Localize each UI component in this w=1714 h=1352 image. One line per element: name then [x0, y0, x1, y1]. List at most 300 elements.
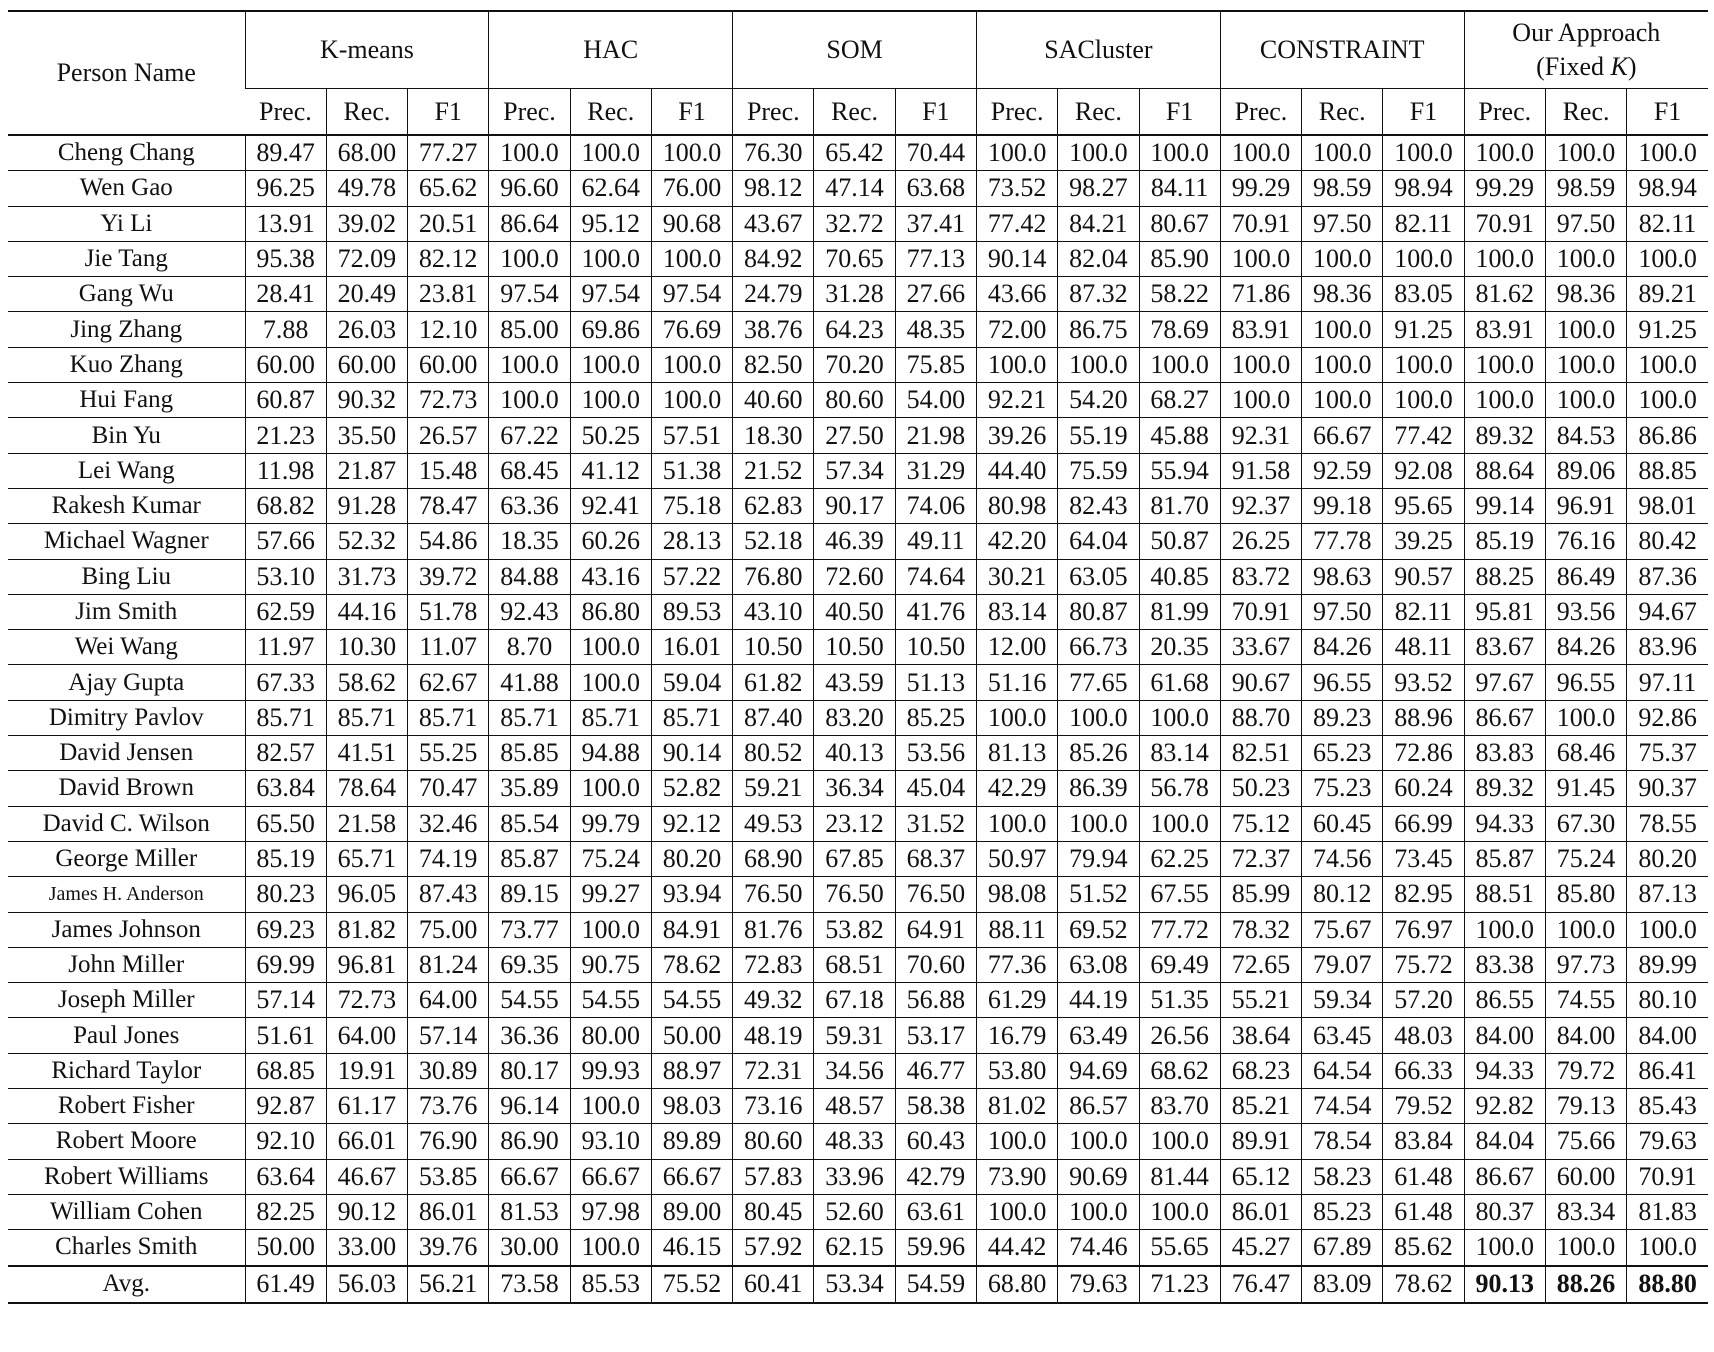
average-value-cell: 71.23 — [1139, 1266, 1220, 1303]
value-cell: 96.25 — [245, 171, 326, 206]
value-cell: 89.15 — [489, 877, 570, 912]
value-cell: 12.00 — [976, 630, 1057, 665]
value-cell: 100.0 — [1545, 912, 1626, 947]
value-cell: 66.99 — [1383, 806, 1464, 841]
value-cell: 100.0 — [1627, 383, 1708, 418]
value-cell: 45.88 — [1139, 418, 1220, 453]
value-cell: 86.41 — [1627, 1053, 1708, 1088]
value-cell: 72.09 — [326, 241, 407, 276]
value-cell: 80.20 — [651, 841, 732, 876]
value-cell: 100.0 — [489, 241, 570, 276]
value-cell: 21.87 — [326, 453, 407, 488]
value-cell: 81.76 — [733, 912, 814, 947]
value-cell: 77.36 — [976, 947, 1057, 982]
value-cell: 42.29 — [976, 771, 1057, 806]
value-cell: 78.54 — [1302, 1124, 1383, 1159]
value-cell: 84.11 — [1139, 171, 1220, 206]
value-cell: 70.91 — [1464, 206, 1545, 241]
table-row — [8, 877, 1708, 912]
value-cell: 76.50 — [895, 877, 976, 912]
value-cell: 86.80 — [570, 594, 651, 629]
value-cell: 99.29 — [1220, 171, 1301, 206]
table-row — [8, 1053, 1708, 1088]
value-cell: 77.42 — [1383, 418, 1464, 453]
method-name: SACluster — [1044, 35, 1153, 64]
table-row — [8, 524, 1708, 559]
table-row — [8, 312, 1708, 347]
value-cell: 40.60 — [733, 383, 814, 418]
value-cell: 83.14 — [1139, 736, 1220, 771]
value-cell: 100.0 — [570, 1089, 651, 1124]
value-cell: 39.72 — [408, 559, 489, 594]
value-cell: 90.57 — [1383, 559, 1464, 594]
value-cell: 99.29 — [1464, 171, 1545, 206]
value-cell: 41.76 — [895, 594, 976, 629]
value-cell: 76.90 — [408, 1124, 489, 1159]
metric-header-rec: Rec. — [1302, 89, 1383, 136]
value-cell: 70.60 — [895, 947, 976, 982]
person-name-cell: John Miller — [8, 947, 245, 982]
value-cell: 21.23 — [245, 418, 326, 453]
value-cell: 97.50 — [1302, 206, 1383, 241]
value-cell: 89.91 — [1220, 1124, 1301, 1159]
value-cell: 84.26 — [1545, 630, 1626, 665]
value-cell: 100.0 — [1058, 806, 1139, 841]
value-cell: 80.17 — [489, 1053, 570, 1088]
value-cell: 61.48 — [1383, 1159, 1464, 1194]
value-cell: 85.23 — [1302, 1194, 1383, 1229]
value-cell: 100.0 — [1058, 347, 1139, 382]
value-cell: 100.0 — [1545, 347, 1626, 382]
value-cell: 100.0 — [1302, 241, 1383, 276]
value-cell: 54.20 — [1058, 383, 1139, 418]
value-cell: 32.46 — [408, 806, 489, 841]
person-name-cell: Gang Wu — [8, 277, 245, 312]
value-cell: 76.00 — [651, 171, 732, 206]
value-cell: 81.53 — [489, 1194, 570, 1229]
value-cell: 33.96 — [814, 1159, 895, 1194]
value-cell: 64.00 — [408, 983, 489, 1018]
value-cell: 85.71 — [489, 700, 570, 735]
person-name-cell: Robert Fisher — [8, 1089, 245, 1124]
value-cell: 41.88 — [489, 665, 570, 700]
value-cell: 23.81 — [408, 277, 489, 312]
value-cell: 57.66 — [245, 524, 326, 559]
metric-header-rec: Rec. — [1058, 89, 1139, 136]
value-cell: 79.07 — [1302, 947, 1383, 982]
value-cell: 87.40 — [733, 700, 814, 735]
value-cell: 100.0 — [1464, 912, 1545, 947]
table-row — [8, 1089, 1708, 1124]
value-cell: 91.58 — [1220, 453, 1301, 488]
value-cell: 68.85 — [245, 1053, 326, 1088]
value-cell: 52.18 — [733, 524, 814, 559]
value-cell: 80.52 — [733, 736, 814, 771]
value-cell: 60.43 — [895, 1124, 976, 1159]
value-cell: 100.0 — [1464, 1230, 1545, 1266]
value-cell: 88.70 — [1220, 700, 1301, 735]
table-row — [8, 171, 1708, 206]
value-cell: 92.12 — [651, 806, 732, 841]
value-cell: 98.94 — [1627, 171, 1708, 206]
value-cell: 66.67 — [651, 1159, 732, 1194]
table-row — [8, 630, 1708, 665]
value-cell: 95.12 — [570, 206, 651, 241]
value-cell: 66.01 — [326, 1124, 407, 1159]
value-cell: 61.48 — [1383, 1194, 1464, 1229]
method-name: K-means — [319, 35, 414, 64]
value-cell: 61.68 — [1139, 665, 1220, 700]
value-cell: 99.93 — [570, 1053, 651, 1088]
value-cell: 69.52 — [1058, 912, 1139, 947]
value-cell: 100.0 — [1627, 241, 1708, 276]
method-name: SOM — [826, 35, 883, 64]
value-cell: 70.65 — [814, 241, 895, 276]
value-cell: 26.56 — [1139, 1018, 1220, 1053]
value-cell: 90.14 — [651, 736, 732, 771]
value-cell: 36.34 — [814, 771, 895, 806]
value-cell: 85.19 — [1464, 524, 1545, 559]
value-cell: 85.25 — [895, 700, 976, 735]
value-cell: 80.12 — [1302, 877, 1383, 912]
value-cell: 60.24 — [1383, 771, 1464, 806]
value-cell: 54.86 — [408, 524, 489, 559]
value-cell: 55.65 — [1139, 1230, 1220, 1266]
value-cell: 86.90 — [489, 1124, 570, 1159]
value-cell: 53.82 — [814, 912, 895, 947]
value-cell: 74.56 — [1302, 841, 1383, 876]
value-cell: 80.00 — [570, 1018, 651, 1053]
value-cell: 93.56 — [1545, 594, 1626, 629]
value-cell: 83.20 — [814, 700, 895, 735]
value-cell: 89.32 — [1464, 418, 1545, 453]
value-cell: 12.10 — [408, 312, 489, 347]
value-cell: 49.53 — [733, 806, 814, 841]
table-row — [8, 841, 1708, 876]
value-cell: 83.67 — [1464, 630, 1545, 665]
value-cell: 59.21 — [733, 771, 814, 806]
value-cell: 74.55 — [1545, 983, 1626, 1018]
value-cell: 57.92 — [733, 1230, 814, 1266]
table-row — [8, 736, 1708, 771]
value-cell: 43.16 — [570, 559, 651, 594]
metric-header-rec: Rec. — [326, 89, 407, 136]
value-cell: 100.0 — [1139, 806, 1220, 841]
value-cell: 48.11 — [1383, 630, 1464, 665]
value-cell: 39.76 — [408, 1230, 489, 1266]
value-cell: 76.80 — [733, 559, 814, 594]
value-cell: 33.67 — [1220, 630, 1301, 665]
value-cell: 18.30 — [733, 418, 814, 453]
value-cell: 98.03 — [651, 1089, 732, 1124]
value-cell: 89.47 — [245, 135, 326, 171]
value-cell: 53.85 — [408, 1159, 489, 1194]
value-cell: 100.0 — [1545, 135, 1626, 171]
value-cell: 59.96 — [895, 1230, 976, 1266]
value-cell: 45.27 — [1220, 1230, 1301, 1266]
value-cell: 85.71 — [651, 700, 732, 735]
value-cell: 100.0 — [976, 135, 1057, 171]
value-cell: 75.24 — [1545, 841, 1626, 876]
method-name: CONSTRAINT — [1259, 35, 1425, 64]
value-cell: 100.0 — [976, 700, 1057, 735]
value-cell: 19.91 — [326, 1053, 407, 1088]
value-cell: 100.0 — [1545, 312, 1626, 347]
table-row — [8, 700, 1708, 735]
value-cell: 62.25 — [1139, 841, 1220, 876]
value-cell: 86.75 — [1058, 312, 1139, 347]
value-cell: 80.23 — [245, 877, 326, 912]
value-cell: 74.19 — [408, 841, 489, 876]
value-cell: 98.63 — [1302, 559, 1383, 594]
value-cell: 57.14 — [408, 1018, 489, 1053]
value-cell: 92.86 — [1627, 700, 1708, 735]
value-cell: 63.68 — [895, 171, 976, 206]
value-cell: 31.29 — [895, 453, 976, 488]
value-cell: 90.14 — [976, 241, 1057, 276]
value-cell: 81.70 — [1139, 488, 1220, 523]
value-cell: 76.50 — [814, 877, 895, 912]
value-cell: 81.99 — [1139, 594, 1220, 629]
value-cell: 63.64 — [245, 1159, 326, 1194]
value-cell: 42.79 — [895, 1159, 976, 1194]
person-name-cell: David Brown — [8, 771, 245, 806]
value-cell: 79.63 — [1627, 1124, 1708, 1159]
value-cell: 20.51 — [408, 206, 489, 241]
value-cell: 59.31 — [814, 1018, 895, 1053]
value-cell: 90.12 — [326, 1194, 407, 1229]
value-cell: 88.11 — [976, 912, 1057, 947]
value-cell: 47.14 — [814, 171, 895, 206]
value-cell: 75.59 — [1058, 453, 1139, 488]
value-cell: 97.50 — [1545, 206, 1626, 241]
method-subtitle: (Fixed K) — [1536, 52, 1637, 81]
value-cell: 92.10 — [245, 1124, 326, 1159]
value-cell: 30.21 — [976, 559, 1057, 594]
value-cell: 88.96 — [1383, 700, 1464, 735]
value-cell: 80.20 — [1627, 841, 1708, 876]
value-cell: 94.88 — [570, 736, 651, 771]
value-cell: 51.38 — [651, 453, 732, 488]
value-cell: 100.0 — [1545, 700, 1626, 735]
value-cell: 100.0 — [1058, 1124, 1139, 1159]
value-cell: 84.92 — [733, 241, 814, 276]
value-cell: 80.60 — [733, 1124, 814, 1159]
table-row — [8, 665, 1708, 700]
value-cell: 81.83 — [1627, 1194, 1708, 1229]
value-cell: 92.59 — [1302, 453, 1383, 488]
value-cell: 86.86 — [1627, 418, 1708, 453]
average-value-cell: 61.49 — [245, 1266, 326, 1303]
value-cell: 10.30 — [326, 630, 407, 665]
value-cell: 66.67 — [570, 1159, 651, 1194]
person-name-cell: Paul Jones — [8, 1018, 245, 1053]
value-cell: 86.57 — [1058, 1089, 1139, 1124]
value-cell: 64.00 — [326, 1018, 407, 1053]
value-cell: 90.69 — [1058, 1159, 1139, 1194]
person-name-cell: James Johnson — [8, 912, 245, 947]
value-cell: 96.60 — [489, 171, 570, 206]
value-cell: 100.0 — [651, 135, 732, 171]
value-cell: 89.53 — [651, 594, 732, 629]
value-cell: 70.47 — [408, 771, 489, 806]
value-cell: 77.78 — [1302, 524, 1383, 559]
value-cell: 65.62 — [408, 171, 489, 206]
value-cell: 72.31 — [733, 1053, 814, 1088]
value-cell: 74.46 — [1058, 1230, 1139, 1266]
person-name-cell: Lei Wang — [8, 453, 245, 488]
table-row — [8, 277, 1708, 312]
method-header-som — [733, 11, 977, 89]
value-cell: 89.00 — [651, 1194, 732, 1229]
value-cell: 100.0 — [651, 383, 732, 418]
metric-header-rec: Rec. — [1545, 89, 1626, 136]
value-cell: 70.44 — [895, 135, 976, 171]
value-cell: 69.49 — [1139, 947, 1220, 982]
value-cell: 77.13 — [895, 241, 976, 276]
average-value-cell: 88.80 — [1627, 1266, 1708, 1303]
person-name-cell: Robert Williams — [8, 1159, 245, 1194]
value-cell: 75.66 — [1545, 1124, 1626, 1159]
value-cell: 58.22 — [1139, 277, 1220, 312]
value-cell: 55.94 — [1139, 453, 1220, 488]
value-cell: 10.50 — [814, 630, 895, 665]
value-cell: 85.71 — [326, 700, 407, 735]
value-cell: 72.73 — [326, 983, 407, 1018]
value-cell: 79.72 — [1545, 1053, 1626, 1088]
person-name-cell: George Miller — [8, 841, 245, 876]
value-cell: 72.83 — [733, 947, 814, 982]
value-cell: 53.17 — [895, 1018, 976, 1053]
table-row — [8, 947, 1708, 982]
value-cell: 63.61 — [895, 1194, 976, 1229]
value-cell: 98.12 — [733, 171, 814, 206]
value-cell: 20.35 — [1139, 630, 1220, 665]
value-cell: 100.0 — [570, 912, 651, 947]
table-row — [8, 983, 1708, 1018]
value-cell: 68.00 — [326, 135, 407, 171]
person-name-cell: Jing Zhang — [8, 312, 245, 347]
value-cell: 95.81 — [1464, 594, 1545, 629]
value-cell: 86.67 — [1464, 700, 1545, 735]
value-cell: 92.37 — [1220, 488, 1301, 523]
value-cell: 96.55 — [1302, 665, 1383, 700]
value-cell: 24.79 — [733, 277, 814, 312]
value-cell: 78.32 — [1220, 912, 1301, 947]
average-value-cell: 75.52 — [651, 1266, 732, 1303]
value-cell: 60.00 — [1545, 1159, 1626, 1194]
value-cell: 51.16 — [976, 665, 1057, 700]
value-cell: 98.01 — [1627, 488, 1708, 523]
value-cell: 67.22 — [489, 418, 570, 453]
value-cell: 48.33 — [814, 1124, 895, 1159]
value-cell: 98.08 — [976, 877, 1057, 912]
value-cell: 50.97 — [976, 841, 1057, 876]
value-cell: 100.0 — [570, 241, 651, 276]
value-cell: 69.99 — [245, 947, 326, 982]
table-row — [8, 488, 1708, 523]
value-cell: 92.82 — [1464, 1089, 1545, 1124]
value-cell: 65.50 — [245, 806, 326, 841]
value-cell: 74.64 — [895, 559, 976, 594]
value-cell: 75.37 — [1627, 736, 1708, 771]
person-name-cell: Cheng Chang — [57, 139, 195, 167]
value-cell: 100.0 — [1464, 241, 1545, 276]
value-cell: 46.77 — [895, 1053, 976, 1088]
value-cell: 100.0 — [976, 1194, 1057, 1229]
metric-header-prec: Prec. — [245, 89, 326, 136]
person-name-cell: Hui Fang — [8, 383, 245, 418]
value-cell: 40.50 — [814, 594, 895, 629]
value-cell: 88.51 — [1464, 877, 1545, 912]
value-cell: 43.66 — [976, 277, 1057, 312]
value-cell: 85.71 — [245, 700, 326, 735]
value-cell: 65.71 — [326, 841, 407, 876]
value-cell: 52.60 — [814, 1194, 895, 1229]
value-cell: 80.10 — [1627, 983, 1708, 1018]
average-value-cell: 73.58 — [489, 1266, 570, 1303]
value-cell: 35.89 — [489, 771, 570, 806]
metric-header-f1: F1 — [895, 89, 976, 136]
value-cell: 28.41 — [245, 277, 326, 312]
value-cell: 46.39 — [814, 524, 895, 559]
table-row — [8, 912, 1708, 947]
metric-header-f1: F1 — [1383, 89, 1464, 136]
value-cell: 48.03 — [1383, 1018, 1464, 1053]
value-cell: 50.00 — [651, 1018, 732, 1053]
value-cell: 8.70 — [489, 630, 570, 665]
method-header-sacluster — [976, 11, 1220, 89]
table-row — [8, 418, 1708, 453]
value-cell: 38.64 — [1220, 1018, 1301, 1053]
method-header-k-means — [245, 11, 489, 89]
value-cell: 73.76 — [408, 1089, 489, 1124]
value-cell: 85.19 — [245, 841, 326, 876]
value-cell: 91.25 — [1627, 312, 1708, 347]
value-cell: 90.32 — [326, 383, 407, 418]
value-cell: 58.62 — [326, 665, 407, 700]
person-name-cell: David C. Wilson — [8, 806, 245, 841]
value-cell: 82.25 — [245, 1194, 326, 1229]
table-body — [8, 135, 1708, 1303]
value-cell: 68.46 — [1545, 736, 1626, 771]
value-cell: 7.88 — [245, 312, 326, 347]
average-value-cell: 54.59 — [895, 1266, 976, 1303]
value-cell: 88.85 — [1627, 453, 1708, 488]
value-cell: 44.16 — [326, 594, 407, 629]
value-cell: 70.91 — [1220, 206, 1301, 241]
value-cell: 84.91 — [651, 912, 732, 947]
value-cell: 85.43 — [1627, 1089, 1708, 1124]
metric-header-f1: F1 — [1627, 89, 1708, 136]
table-row — [8, 1018, 1708, 1053]
value-cell: 50.87 — [1139, 524, 1220, 559]
value-cell: 62.83 — [733, 488, 814, 523]
value-cell: 62.67 — [408, 665, 489, 700]
value-cell: 82.11 — [1627, 206, 1708, 241]
person-name-cell: Jim Smith — [8, 594, 245, 629]
value-cell: 100.0 — [1545, 383, 1626, 418]
method-name: Our Approach — [1512, 18, 1661, 47]
value-cell: 83.83 — [1464, 736, 1545, 771]
value-cell: 100.0 — [1220, 383, 1301, 418]
value-cell: 79.13 — [1545, 1089, 1626, 1124]
value-cell: 67.85 — [814, 841, 895, 876]
value-cell: 100.0 — [1302, 312, 1383, 347]
value-cell: 100.0 — [1139, 1194, 1220, 1229]
value-cell: 26.03 — [326, 312, 407, 347]
value-cell: 78.69 — [1139, 312, 1220, 347]
